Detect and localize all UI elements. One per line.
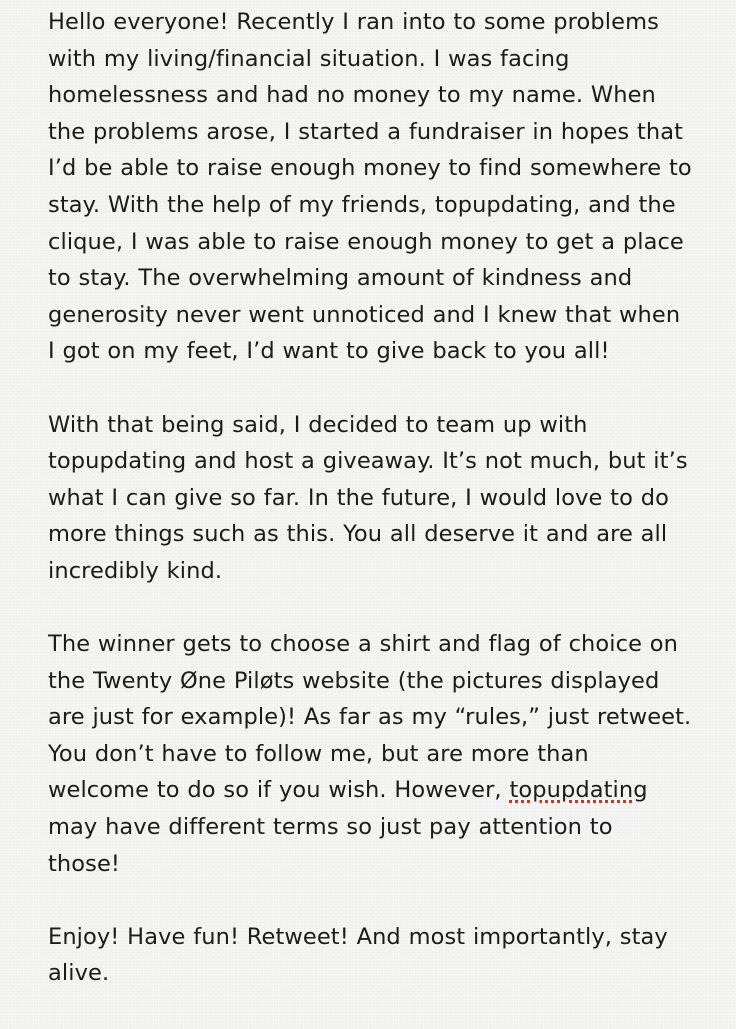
text-line: the problems arose, I started a fundraiser in hopes that bbox=[48, 118, 684, 145]
text-line: You don’t have to follow me, but are more than bbox=[48, 740, 589, 767]
text-line: to stay. The overwhelming amount of kindness and bbox=[48, 265, 633, 292]
text-line: generosity never went unnoticed and I knew that when bbox=[48, 301, 681, 328]
text-line: with my living/financial situation. I was facing bbox=[48, 45, 570, 72]
text-line: Enjoy! Have fun! Retweet! And most importantly, stay bbox=[48, 923, 668, 950]
text-line: I’d be able to raise enough money to find somewhere to bbox=[48, 155, 692, 182]
paragraph-closing bbox=[48, 919, 720, 992]
text-line: the Twenty Øne Piløts website (the pictures displayed bbox=[48, 667, 660, 694]
note-body bbox=[48, 4, 720, 1029]
text-segment: welcome to do so if you wish. However, bbox=[48, 777, 510, 804]
text-line: those! bbox=[48, 850, 121, 877]
text-line: I got on my feet, I’d want to give back to you all! bbox=[48, 338, 610, 365]
paragraph-rules bbox=[48, 626, 720, 882]
text-line: stay. With the help of my friends, topupdating, and the bbox=[48, 191, 676, 218]
paragraph-giveaway bbox=[48, 407, 720, 590]
text-line: incredibly kind. bbox=[48, 557, 223, 584]
text-line: topupdating and host a giveaway. It’s not much, but it’s bbox=[48, 448, 688, 475]
text-line: The winner gets to choose a shirt and flag of choice on bbox=[48, 631, 679, 658]
text-line bbox=[48, 772, 720, 809]
text-line: more things such as this. You all deserve it and are all bbox=[48, 521, 668, 548]
text-line: homelessness and had no money to my name. When bbox=[48, 82, 656, 109]
text-line: may have different terms so just pay attention to bbox=[48, 814, 613, 841]
text-line: alive. bbox=[48, 960, 110, 987]
text-line: what I can give so far. In the future, I would love to do bbox=[48, 484, 669, 511]
text-line: With that being said, I decided to team up with bbox=[48, 411, 588, 438]
paragraph-intro bbox=[48, 4, 720, 370]
text-line: Hello everyone! Recently I ran into to some problems bbox=[48, 9, 659, 35]
text-line: clique, I was able to raise enough money to get a place bbox=[48, 228, 684, 255]
spellcheck-flagged-word[interactable]: topupdating bbox=[509, 777, 648, 804]
text-line: are just for example)! As far as my “rules,” just retweet. bbox=[48, 704, 692, 731]
